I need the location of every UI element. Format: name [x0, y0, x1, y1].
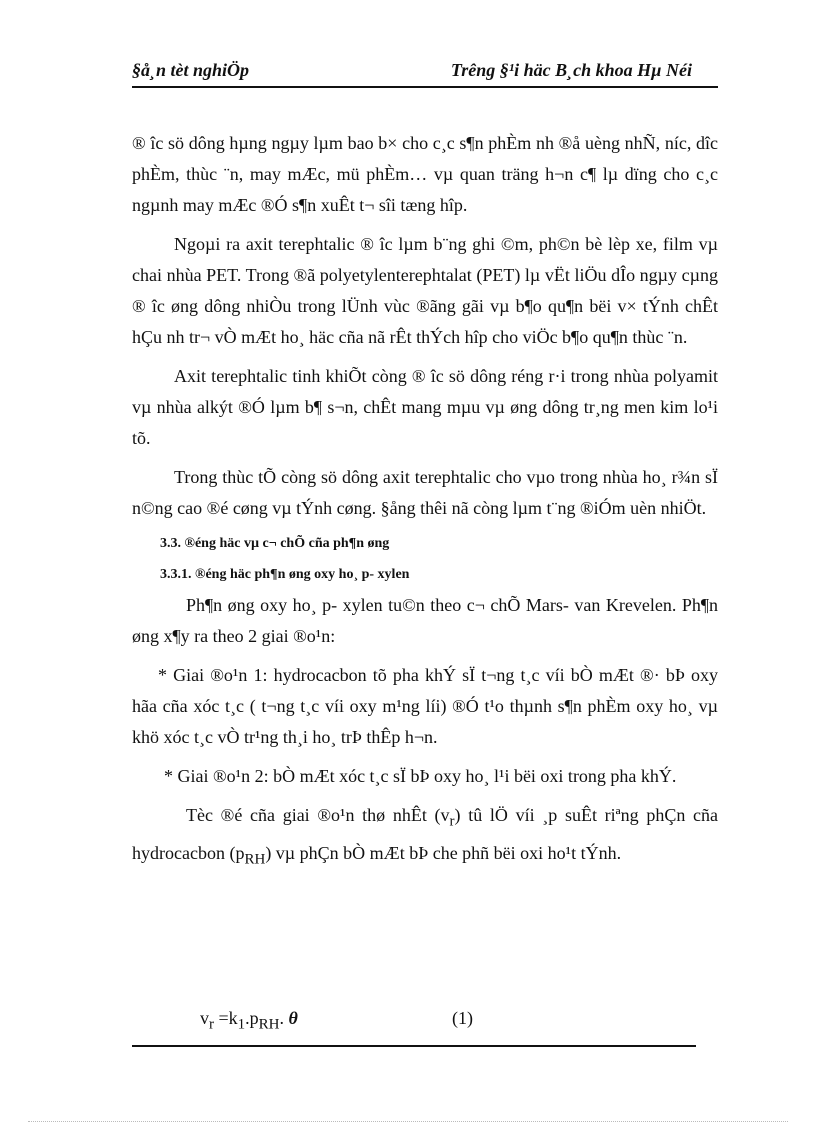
rate-sub-rh: RH: [244, 851, 266, 868]
eq-equals-k: =k: [214, 1008, 238, 1028]
rate-text-b: ) tû lÖ víi ¸p suÊt riªng phÇn cña hydrocacbon (p: [132, 805, 719, 863]
paragraph: Ngoµi ra axit terephtalic ® îc lµm b¨ng ghi ©m, ph©n bè lèp xe, film vµ chai nhùa PET. Trong ®ã polyetylenterephtalat (PET) lµ vËt liÖu dÎo ngµy cµng ® îc øng dông nhiÒu trong lÜnh vùc ®ãng gãi vµ b¶o qu¶n bëi v× tÝnh chÊt hÇu nh tr¬ vÒ mÆt ho¸ häc cña nã rÊt thÝch hîp cho viÖc b¶o qu¶n thùc ¨n.: [132, 234, 718, 347]
paragraph: Trong thùc tÕ còng sö dông axit terephtalic cho vµo trong nhùa ho¸ r¾n sÏ n©ng cao ®é cøng vµ tÝnh cøng. §ång thêi nã còng lµm t¨ng ®iÓm uèn nhiÖt.: [132, 467, 718, 518]
eq-p: .p: [245, 1008, 259, 1028]
eq-p-sub: RH: [258, 1016, 280, 1033]
page-header: [132, 60, 718, 88]
rate-equation: [200, 1008, 473, 1034]
rate-sub-r: r: [449, 813, 455, 830]
section-heading: 3.3. ®éng häc vµ c¬ chÕ cña ph¶n øng: [160, 536, 390, 551]
paragraph: * Giai ®o¹n 1: hydrocacbon tõ pha khÝ sÏ t¬ng t¸c víi bÒ mÆt ®· bÞ oxy hãa cña xóc t¸c ( t¬ng t¸c víi oxy m¹ng líi) ®Ó t¹o thµnh s¶n phÈm oxy ho¸ vµ khö xóc t¸c vÒ tr¹ng th¸i ho¸ trÞ thÊp h¬n.: [132, 665, 718, 747]
page-body: [132, 128, 718, 875]
header-university: Trêng §¹i häc B¸ch khoa Hµ Néi: [450, 60, 692, 80]
equation-number: (1): [452, 1008, 473, 1028]
rate-text-c: ) vµ phÇn bÒ mÆt bÞ che phñ bëi oxi ho¹t tÝnh.: [265, 842, 622, 863]
eq-k-sub: 1: [237, 1016, 246, 1033]
footer-rule: [132, 1045, 696, 1047]
page-bottom-dotted-line: [28, 1121, 788, 1122]
header-thesis-title: §å¸n tèt nghiÖp: [132, 60, 250, 80]
eq-v-sub: r: [209, 1016, 214, 1033]
rate-paragraph: [132, 800, 718, 875]
rate-text-a: Tèc ®é cña giai ®o¹n thø nhÊt (v: [186, 805, 450, 825]
subsection-heading: 3.3.1. ®éng häc ph¶n øng oxy ho¸ p- xylen: [160, 567, 410, 582]
paragraph: Ph¶n øng oxy ho¸ p- xylen tu©n theo c¬ chÕ Mars- van Krevelen. Ph¶n øng x¶y ra theo 2 giai ®o¹n:: [132, 595, 718, 646]
paragraph: * Giai ®o¹n 2: bÒ mÆt xóc t¸c sÏ bÞ oxy ho¸ l¹i bëi oxi trong pha khÝ.: [164, 766, 677, 786]
paragraph: ® îc sö dông hµng ngµy lµm bao b× cho c¸c s¶n phÈm nh ®å uèng nhÑ, níc, dîc phÈm, thùc ¨n, may mÆc, mü phÈm… vµ quan träng h¬n c¶ lµ dïng cho c¸c ngµnh may mÆc ®Ó s¶n xuÊt t¬ sîi tæng hîp.: [132, 133, 718, 215]
eq-theta: θ: [288, 1008, 298, 1028]
eq-dot: .: [279, 1008, 289, 1028]
paragraph: Axit terephtalic tinh khiÕt còng ® îc sö dông réng r·i trong nhùa polyamit vµ nhùa alkýt ®Ó lµm b¶ s¬n, chÊt mang mµu vµ øng dông tr¸ng men kim lo¹i tõ.: [132, 366, 718, 448]
eq-v: v: [200, 1008, 209, 1028]
